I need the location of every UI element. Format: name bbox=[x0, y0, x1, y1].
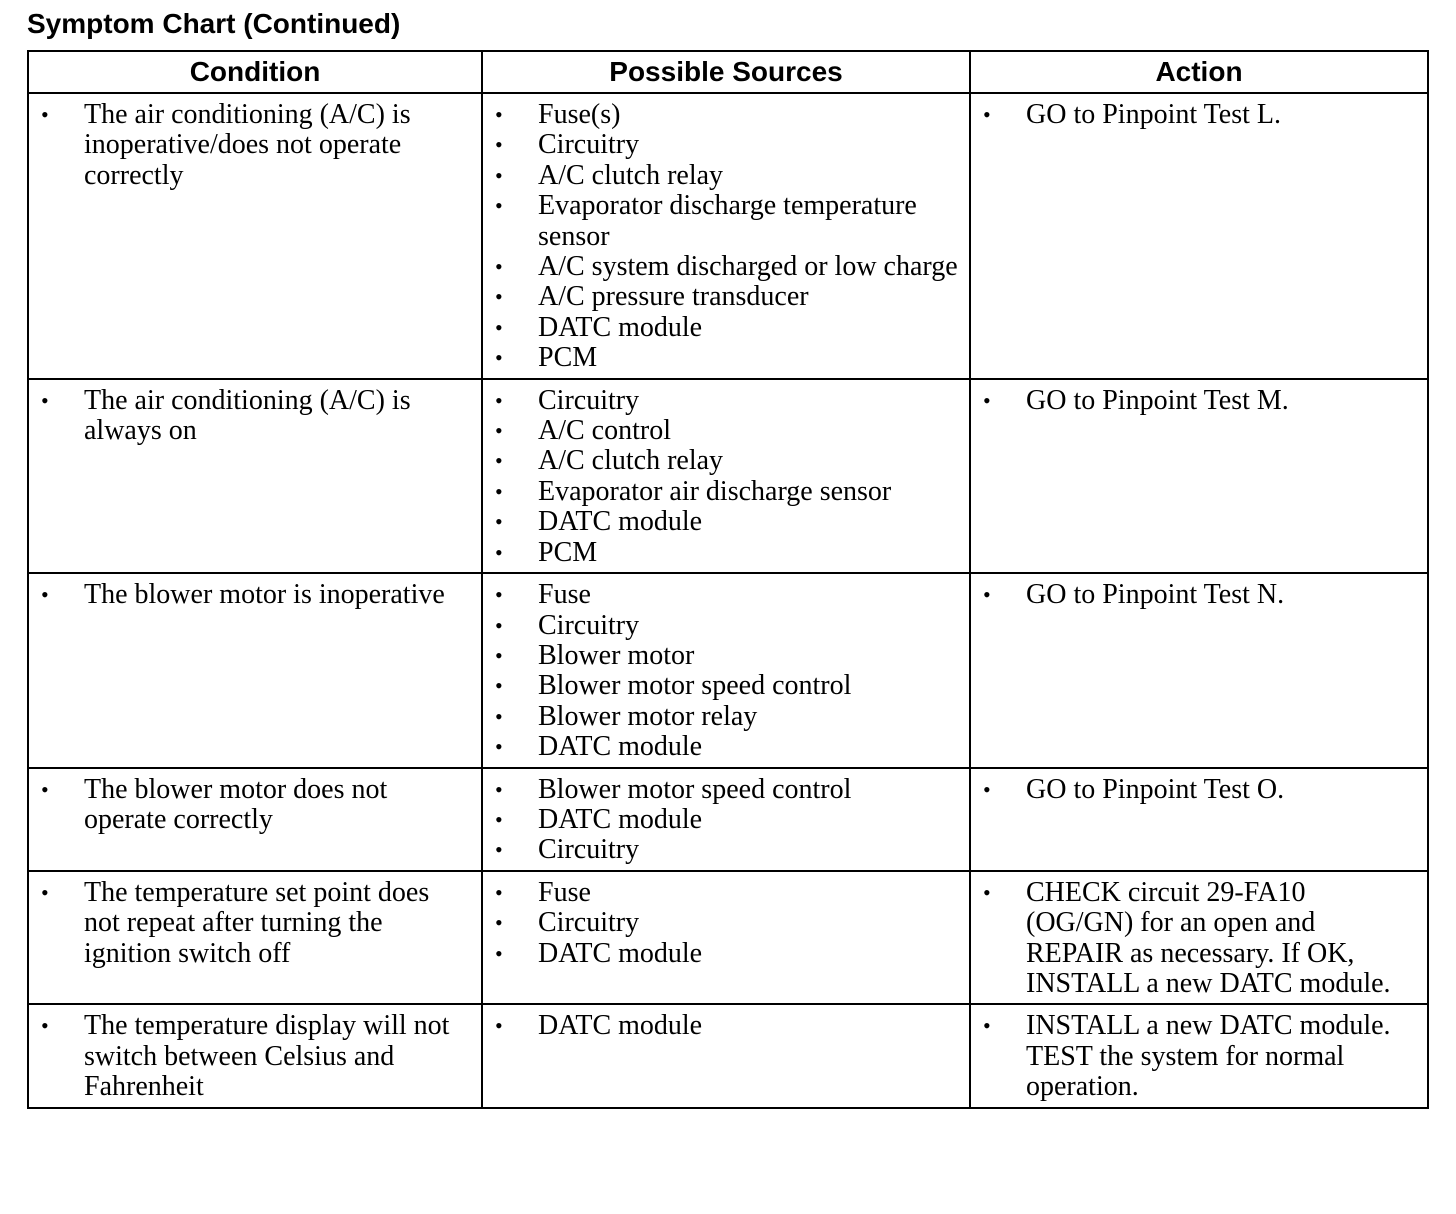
source-item-text: Circuitry bbox=[538, 907, 640, 939]
bullet-icon: • bbox=[983, 776, 991, 802]
bullet-icon: • bbox=[495, 1013, 503, 1039]
source-item-text: Circuitry bbox=[538, 129, 640, 161]
source-item bbox=[483, 161, 959, 191]
source-item-text: Fuse bbox=[538, 579, 591, 611]
source-item bbox=[483, 805, 959, 835]
bullet-icon: • bbox=[495, 509, 503, 535]
condition-cell bbox=[28, 768, 482, 871]
action-list bbox=[971, 1011, 1417, 1102]
bullet-icon: • bbox=[495, 642, 503, 668]
bullet-icon: • bbox=[41, 879, 49, 905]
action-item bbox=[971, 386, 1417, 416]
action-cell bbox=[970, 871, 1428, 1005]
action-item-text: CHECK circuit 29-FA10 (OG/GN) for an open and REPAIR as necessary. If OK, INSTALL a new DATC module. bbox=[1026, 876, 1391, 999]
action-item-text: GO to Pinpoint Test L. bbox=[1026, 99, 1281, 130]
condition-item-text: The blower motor is inoperative bbox=[84, 579, 445, 611]
bullet-icon: • bbox=[495, 734, 503, 760]
source-item-text: Circuitry bbox=[538, 834, 640, 866]
condition-item bbox=[29, 580, 471, 610]
bullet-icon: • bbox=[41, 102, 49, 127]
source-item-text: Blower motor speed control bbox=[538, 773, 852, 805]
source-item bbox=[483, 343, 959, 373]
bullet-icon: • bbox=[495, 448, 503, 474]
source-item bbox=[483, 100, 959, 130]
action-item bbox=[971, 878, 1417, 1000]
condition-item-text: The air conditioning (A/C) is always on bbox=[84, 384, 411, 447]
bullet-icon: • bbox=[495, 478, 503, 504]
table-row bbox=[28, 768, 1428, 871]
bullet-icon: • bbox=[495, 940, 503, 966]
action-item bbox=[971, 580, 1417, 610]
bullet-icon: • bbox=[495, 612, 503, 638]
source-item bbox=[483, 580, 959, 610]
action-item-text: INSTALL a new DATC module. TEST the system for normal operation. bbox=[1026, 1010, 1391, 1103]
condition-cell bbox=[28, 93, 482, 379]
source-item bbox=[483, 446, 959, 476]
bullet-icon: • bbox=[41, 1013, 49, 1039]
condition-item bbox=[29, 386, 471, 447]
table-row bbox=[28, 1004, 1428, 1107]
possible-sources-cell bbox=[482, 1004, 970, 1107]
sources-list bbox=[483, 580, 959, 762]
source-item bbox=[483, 878, 959, 908]
sources-list bbox=[483, 878, 959, 969]
source-item bbox=[483, 732, 959, 762]
condition-list bbox=[29, 386, 471, 447]
action-item-text: GO to Pinpoint Test N. bbox=[1026, 579, 1285, 611]
action-cell bbox=[970, 93, 1428, 379]
action-item-text: GO to Pinpoint Test O. bbox=[1026, 773, 1285, 805]
source-item-text: DATC module bbox=[538, 311, 703, 343]
action-item-text: GO to Pinpoint Test M. bbox=[1026, 384, 1289, 416]
bullet-icon: • bbox=[495, 162, 503, 188]
bullet-icon: • bbox=[983, 582, 991, 608]
source-item bbox=[483, 702, 959, 732]
source-item-text: A/C control bbox=[538, 415, 671, 447]
condition-header: Condition bbox=[28, 51, 482, 93]
action-item bbox=[971, 100, 1417, 130]
source-item bbox=[483, 1011, 959, 1041]
bullet-icon: • bbox=[495, 345, 503, 371]
source-item-text: PCM bbox=[538, 342, 598, 374]
action-cell bbox=[970, 1004, 1428, 1107]
possible-sources-cell bbox=[482, 93, 970, 379]
condition-item bbox=[29, 775, 471, 836]
bullet-icon: • bbox=[495, 776, 503, 802]
action-list bbox=[971, 878, 1417, 1000]
table-row bbox=[28, 93, 1428, 379]
action-list bbox=[971, 386, 1417, 416]
source-item bbox=[483, 835, 959, 865]
source-item-text: Blower motor bbox=[538, 639, 695, 671]
source-item-text: Blower motor relay bbox=[538, 700, 758, 732]
source-item-text: Fuse(s) bbox=[538, 99, 621, 130]
action-cell bbox=[970, 768, 1428, 871]
bullet-icon: • bbox=[495, 879, 503, 905]
bullet-icon: • bbox=[41, 387, 49, 413]
bullet-icon: • bbox=[495, 193, 503, 219]
source-item-text: DATC module bbox=[538, 803, 703, 835]
source-item bbox=[483, 416, 959, 446]
condition-list bbox=[29, 580, 471, 610]
source-item bbox=[483, 507, 959, 537]
possible-sources-cell bbox=[482, 379, 970, 573]
source-item-text: Blower motor speed control bbox=[538, 670, 852, 702]
bullet-icon: • bbox=[495, 837, 503, 863]
table-row bbox=[28, 871, 1428, 1005]
sources-list bbox=[483, 775, 959, 866]
bullet-icon: • bbox=[495, 284, 503, 310]
source-item-text: A/C system discharged or low charge bbox=[538, 251, 958, 283]
condition-cell bbox=[28, 573, 482, 767]
bullet-icon: • bbox=[41, 776, 49, 802]
source-item bbox=[483, 671, 959, 701]
sources-list bbox=[483, 386, 959, 568]
bullet-icon: • bbox=[495, 673, 503, 699]
source-item bbox=[483, 313, 959, 343]
table-body bbox=[28, 93, 1428, 1108]
action-header: Action bbox=[970, 51, 1428, 93]
source-item bbox=[483, 908, 959, 938]
condition-list bbox=[29, 775, 471, 836]
source-item bbox=[483, 282, 959, 312]
condition-item bbox=[29, 878, 471, 969]
source-item-text: DATC module bbox=[538, 506, 703, 538]
source-item bbox=[483, 130, 959, 160]
source-item bbox=[483, 386, 959, 416]
action-item bbox=[971, 1011, 1417, 1102]
condition-item-text: The temperature set point does not repeat after turning the ignition switch off bbox=[84, 876, 430, 969]
bullet-icon: • bbox=[495, 254, 503, 280]
condition-list bbox=[29, 1011, 471, 1102]
action-item bbox=[971, 775, 1417, 805]
source-item bbox=[483, 538, 959, 568]
sources-list bbox=[483, 100, 959, 374]
possible-sources-cell bbox=[482, 573, 970, 767]
condition-item-text: The air conditioning (A/C) is inoperative/does not operate correctly bbox=[84, 99, 411, 191]
source-item-text: DATC module bbox=[538, 731, 703, 763]
action-list bbox=[971, 775, 1417, 805]
possible-sources-cell bbox=[482, 768, 970, 871]
source-item-text: Circuitry bbox=[538, 384, 640, 416]
source-item-text: PCM bbox=[538, 536, 598, 568]
action-cell bbox=[970, 573, 1428, 767]
possible-sources-header: Possible Sources bbox=[482, 51, 970, 93]
bullet-icon: • bbox=[983, 1013, 991, 1039]
source-item bbox=[483, 191, 959, 252]
bullet-icon: • bbox=[495, 703, 503, 729]
table-header-row bbox=[28, 51, 1428, 93]
condition-item bbox=[29, 1011, 471, 1102]
table-row bbox=[28, 379, 1428, 573]
source-item bbox=[483, 939, 959, 969]
bullet-icon: • bbox=[495, 387, 503, 413]
possible-sources-cell bbox=[482, 871, 970, 1005]
bullet-icon: • bbox=[495, 539, 503, 565]
table-row bbox=[28, 573, 1428, 767]
source-item bbox=[483, 252, 959, 282]
bullet-icon: • bbox=[983, 387, 991, 413]
source-item-text: A/C pressure transducer bbox=[538, 281, 809, 313]
condition-list bbox=[29, 100, 471, 191]
bullet-icon: • bbox=[983, 102, 991, 127]
bullet-icon: • bbox=[495, 314, 503, 340]
bullet-icon: • bbox=[495, 582, 503, 608]
source-item bbox=[483, 775, 959, 805]
source-item-text: Circuitry bbox=[538, 609, 640, 641]
action-list bbox=[971, 100, 1417, 130]
bullet-icon: • bbox=[495, 418, 503, 444]
source-item-text: DATC module bbox=[538, 937, 703, 969]
condition-cell bbox=[28, 871, 482, 1005]
action-cell bbox=[970, 379, 1428, 573]
bullet-icon: • bbox=[41, 582, 49, 608]
condition-item bbox=[29, 100, 471, 191]
bullet-icon: • bbox=[983, 879, 991, 905]
action-list bbox=[971, 580, 1417, 610]
source-item-text: Evaporator air discharge sensor bbox=[538, 475, 892, 507]
bullet-icon: • bbox=[495, 132, 503, 158]
source-item-text: A/C clutch relay bbox=[538, 159, 724, 191]
symptom-chart-table bbox=[27, 50, 1429, 1109]
source-item-text: Fuse bbox=[538, 876, 591, 908]
condition-item-text: The blower motor does not operate correctly bbox=[84, 773, 388, 835]
source-item-text: DATC module bbox=[538, 1010, 703, 1042]
condition-cell bbox=[28, 1004, 482, 1107]
sources-list bbox=[483, 1011, 959, 1041]
bullet-icon: • bbox=[495, 910, 503, 936]
condition-list bbox=[29, 878, 471, 969]
source-item bbox=[483, 641, 959, 671]
source-item bbox=[483, 611, 959, 641]
source-item-text: Evaporator discharge temperature sensor bbox=[538, 190, 917, 252]
bullet-icon: • bbox=[495, 102, 503, 127]
bullet-icon: • bbox=[495, 806, 503, 832]
condition-item-text: The temperature display will not switch between Celsius and Fahrenheit bbox=[84, 1010, 450, 1103]
source-item bbox=[483, 477, 959, 507]
source-item-text: A/C clutch relay bbox=[538, 445, 724, 477]
condition-cell bbox=[28, 379, 482, 573]
page-title: Symptom Chart (Continued) bbox=[27, 8, 401, 39]
